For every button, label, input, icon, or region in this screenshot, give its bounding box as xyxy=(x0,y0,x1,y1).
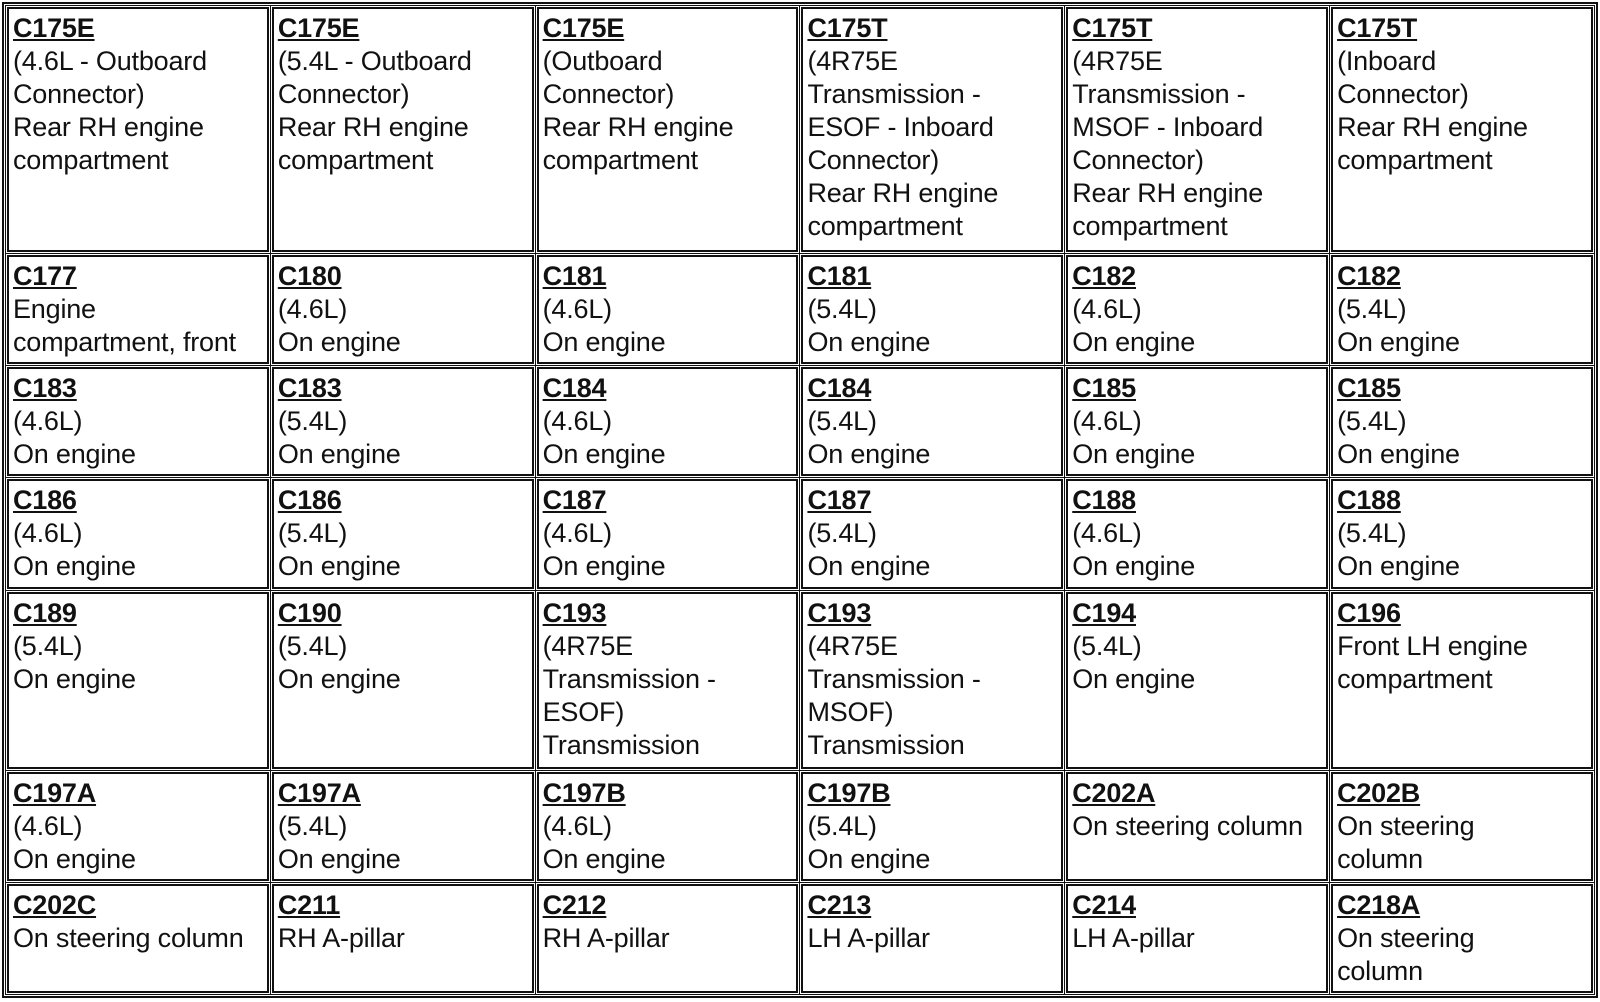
connector-location-text: On engine xyxy=(807,551,931,582)
connector-location-text: LH A-pillar xyxy=(1072,922,1195,953)
connector-id-link[interactable]: C194 xyxy=(1072,597,1136,628)
connector-location-text: Rear RH engine xyxy=(1072,178,1264,208)
connector-location-text: Rear RH engine xyxy=(807,178,999,208)
connector-cell xyxy=(1066,772,1328,881)
connector-cell xyxy=(1066,592,1328,769)
connector-location-text: Transmission - xyxy=(807,79,981,109)
connector-id-link[interactable]: C185 xyxy=(1072,373,1136,404)
connector-location-text: (5.4L) xyxy=(277,518,348,549)
connector-cell xyxy=(537,7,799,252)
connector-location-text: (5.4L) xyxy=(277,810,348,841)
connector-id-link[interactable]: C187 xyxy=(542,485,607,516)
connector-cell xyxy=(1066,367,1328,476)
connector-location-text: (5.4L) xyxy=(807,294,877,325)
connector-location-text: On steering xyxy=(1337,810,1475,841)
connector-cell xyxy=(1331,479,1593,588)
connector-location-text: (5.4L - Outboard xyxy=(277,46,472,76)
connector-location-text: Connector) xyxy=(807,145,940,175)
connector-location-text: Connector) xyxy=(13,79,145,109)
connector-id-link[interactable]: C202C xyxy=(13,889,97,920)
connector-cell xyxy=(537,255,799,364)
connector-id-link[interactable]: C212 xyxy=(542,889,607,920)
connector-location-text: (4.6L - Outboard xyxy=(13,46,207,76)
connector-location-text: compartment xyxy=(13,145,169,175)
connector-location-text: (4.6L) xyxy=(542,518,612,549)
connector-cell xyxy=(801,479,1063,588)
connector-cell xyxy=(1331,255,1593,364)
connector-cell xyxy=(1066,255,1328,364)
connector-id-link[interactable]: C175E xyxy=(277,13,360,43)
connector-location-text: Transmission - xyxy=(1072,79,1246,109)
connector-id-link[interactable]: C189 xyxy=(13,597,77,628)
connector-cell xyxy=(7,367,269,476)
connector-location-text: On engine xyxy=(277,843,401,874)
connector-location-text: Connector) xyxy=(1337,79,1469,109)
connector-location-text: Rear RH engine xyxy=(13,112,204,142)
connector-location-text: (4.6L) xyxy=(13,518,83,549)
connector-id-link[interactable]: C175T xyxy=(1072,13,1153,43)
connector-location-text: (Outboard xyxy=(542,46,663,76)
connector-location-text: (5.4L) xyxy=(1072,630,1142,661)
connector-location-table xyxy=(2,2,1598,998)
connector-cell xyxy=(537,772,799,881)
table-row xyxy=(7,479,1593,588)
table-row xyxy=(7,255,1593,364)
connector-location-text: On engine xyxy=(1337,439,1460,470)
connector-id-link[interactable]: C181 xyxy=(542,261,607,292)
connector-cell xyxy=(801,7,1063,252)
connector-location-text: (4.6L) xyxy=(1072,294,1142,325)
connector-cell xyxy=(272,367,534,476)
connector-location-text: (5.4L) xyxy=(1337,406,1407,437)
connector-location-text: On engine xyxy=(1337,551,1460,582)
connector-location-text: On engine xyxy=(13,439,136,470)
connector-id-link[interactable]: C180 xyxy=(277,261,342,292)
connector-location-text: MSOF - Inboard xyxy=(1072,112,1264,142)
connector-cell xyxy=(537,479,799,588)
connector-location-text: column xyxy=(1337,843,1423,874)
connector-location-text: Transmission xyxy=(542,729,700,760)
connector-id-link[interactable]: C218A xyxy=(1337,889,1421,920)
connector-id-link[interactable]: C202B xyxy=(1337,777,1421,808)
connector-location-text: On engine xyxy=(13,663,136,694)
table-row xyxy=(7,884,1593,993)
connector-cell xyxy=(7,7,269,252)
connector-location-text: Front LH engine xyxy=(1337,630,1528,661)
connector-location-text: On steering xyxy=(1337,922,1475,953)
connector-cell xyxy=(1066,7,1328,252)
connector-cell xyxy=(1331,367,1593,476)
connector-cell xyxy=(1331,884,1593,993)
connector-location-text: compartment xyxy=(1072,211,1228,241)
connector-location-text: (4R75E xyxy=(807,630,898,661)
connector-cell xyxy=(1066,479,1328,588)
connector-location-text: (4.6L) xyxy=(13,406,83,437)
connector-location-text: (4.6L) xyxy=(1072,406,1142,437)
connector-location-text: On engine xyxy=(542,551,666,582)
connector-location-text: Connector) xyxy=(277,79,410,109)
connector-location-text: Rear RH engine xyxy=(277,112,469,142)
connector-location-text: (5.4L) xyxy=(1337,518,1407,549)
connector-id-link[interactable]: C175T xyxy=(807,13,888,43)
connector-cell xyxy=(1331,7,1593,252)
connector-id-link[interactable]: C175T xyxy=(1337,13,1418,43)
connector-cell xyxy=(537,884,799,993)
connector-cell xyxy=(1331,592,1593,769)
connector-location-text: (4.6L) xyxy=(1072,518,1142,549)
connector-location-text: (5.4L) xyxy=(807,406,877,437)
connector-location-text: On engine xyxy=(277,439,401,470)
connector-cell xyxy=(7,884,269,993)
connector-id-link[interactable]: C196 xyxy=(1337,597,1401,628)
connector-cell xyxy=(801,255,1063,364)
connector-location-text: On engine xyxy=(13,843,136,874)
connector-id-link[interactable]: C197B xyxy=(807,777,891,808)
connector-cell xyxy=(801,772,1063,881)
connector-location-text: On engine xyxy=(542,439,666,470)
connector-location-text: On engine xyxy=(542,843,666,874)
connector-location-text: column xyxy=(1337,955,1423,986)
connector-location-text: On engine xyxy=(1072,327,1196,358)
connector-id-link[interactable]: C186 xyxy=(13,485,77,516)
connector-location-text: On engine xyxy=(13,551,136,582)
connector-location-text: (4.6L) xyxy=(542,406,612,437)
connector-location-text: (4.6L) xyxy=(277,294,348,325)
table-row xyxy=(7,592,1593,769)
connector-location-text: Connector) xyxy=(1072,145,1204,175)
connector-location-text: On engine xyxy=(1072,439,1196,470)
connector-location-text: On engine xyxy=(807,439,931,470)
connector-cell xyxy=(7,255,269,364)
connector-id-link[interactable]: C175E xyxy=(542,13,625,43)
connector-cell xyxy=(272,255,534,364)
connector-location-text: Rear RH engine xyxy=(1337,112,1528,142)
connector-location-text: (Inboard xyxy=(1337,46,1437,76)
connector-location-text: (5.4L) xyxy=(13,630,83,661)
connector-location-text: On engine xyxy=(1072,551,1196,582)
connector-location-text: Rear RH engine xyxy=(542,112,734,142)
connector-location-text: On engine xyxy=(1337,327,1460,358)
connector-id-link[interactable]: C190 xyxy=(277,597,342,628)
connector-id-link[interactable]: C182 xyxy=(1072,261,1136,292)
connector-id-link[interactable]: C193 xyxy=(807,597,872,628)
connector-location-text: On steering column xyxy=(13,922,244,953)
connector-location-text: On engine xyxy=(807,843,931,874)
connector-id-link[interactable]: C214 xyxy=(1072,889,1136,920)
connector-cell xyxy=(537,367,799,476)
connector-cell xyxy=(801,592,1063,769)
connector-location-text: Transmission - xyxy=(542,663,716,694)
connector-cell xyxy=(801,884,1063,993)
connector-location-text: Engine xyxy=(13,294,96,325)
connector-location-text: (4.6L) xyxy=(542,294,612,325)
connector-location-text: (4R75E xyxy=(542,630,633,661)
connector-location-text: compartment xyxy=(542,145,698,175)
connector-id-link[interactable]: C183 xyxy=(277,373,342,404)
connector-location-text: ESOF) xyxy=(542,696,625,727)
connector-cell xyxy=(7,592,269,769)
connector-location-text: On engine xyxy=(807,327,931,358)
connector-id-link[interactable]: C175E xyxy=(13,13,95,43)
connector-location-text: LH A-pillar xyxy=(807,922,930,953)
connector-cell xyxy=(537,592,799,769)
connector-location-text: RH A-pillar xyxy=(277,922,405,953)
connector-cell xyxy=(7,772,269,881)
connector-location-text: (4.6L) xyxy=(13,810,83,841)
connector-location-text: (5.4L) xyxy=(807,518,877,549)
connector-cell xyxy=(1331,772,1593,881)
connector-location-text: (5.4L) xyxy=(807,810,877,841)
connector-location-text: On engine xyxy=(277,327,401,358)
connector-location-text: (4.6L) xyxy=(542,810,612,841)
connector-id-link[interactable]: C186 xyxy=(277,485,342,516)
connector-id-link[interactable]: C197B xyxy=(542,777,626,808)
connector-id-link[interactable]: C181 xyxy=(807,261,872,292)
connector-location-text: compartment, front xyxy=(13,327,236,358)
connector-id-link[interactable]: C188 xyxy=(1337,485,1401,516)
connector-id-link[interactable]: C187 xyxy=(807,485,872,516)
connector-location-text: ESOF - Inboard xyxy=(807,112,994,142)
connector-location-text: On steering column xyxy=(1072,810,1303,841)
connector-id-link[interactable]: C213 xyxy=(807,889,872,920)
connector-location-text: compartment xyxy=(807,211,963,241)
connector-location-text: On engine xyxy=(1072,663,1196,694)
connector-location-text: Transmission xyxy=(807,729,965,760)
connector-id-link[interactable]: C202A xyxy=(1072,777,1156,808)
connector-id-link[interactable]: C197A xyxy=(13,777,97,808)
connector-id-link[interactable]: C185 xyxy=(1337,373,1401,404)
table-row xyxy=(7,7,1593,252)
connector-id-link[interactable]: C211 xyxy=(277,889,341,920)
connector-location-text: compartment xyxy=(1337,145,1493,175)
connector-location-text: compartment xyxy=(277,145,434,175)
connector-location-text: (5.4L) xyxy=(1337,294,1407,325)
connector-location-text: RH A-pillar xyxy=(542,922,670,953)
table-body xyxy=(7,7,1593,993)
connector-cell xyxy=(272,7,534,252)
connector-location-text: (4R75E xyxy=(1072,46,1163,76)
connector-location-text: On engine xyxy=(542,327,666,358)
connector-location-text: compartment xyxy=(1337,663,1493,694)
connector-id-link[interactable]: C182 xyxy=(1337,261,1401,292)
connector-location-text: On engine xyxy=(277,551,401,582)
connector-id-link[interactable]: C188 xyxy=(1072,485,1136,516)
table-row xyxy=(7,367,1593,476)
connector-cell xyxy=(272,479,534,588)
connector-location-text: (4R75E xyxy=(807,46,898,76)
connector-location-text: Transmission - xyxy=(807,663,981,694)
connector-id-link[interactable]: C184 xyxy=(542,373,607,404)
connector-cell xyxy=(272,592,534,769)
connector-location-text: Connector) xyxy=(542,79,675,109)
connector-cell xyxy=(801,367,1063,476)
connector-location-text: (5.4L) xyxy=(277,630,348,661)
connector-id-link[interactable]: C184 xyxy=(807,373,872,404)
connector-id-link[interactable]: C177 xyxy=(13,261,77,292)
connector-cell xyxy=(7,479,269,588)
connector-id-link[interactable]: C197A xyxy=(277,777,361,808)
connector-cell xyxy=(272,772,534,881)
connector-location-text: (5.4L) xyxy=(277,406,348,437)
table-row xyxy=(7,772,1593,881)
connector-cell xyxy=(1066,884,1328,993)
connector-id-link[interactable]: C183 xyxy=(13,373,77,404)
connector-cell xyxy=(272,884,534,993)
connector-location-text: MSOF) xyxy=(807,696,894,727)
connector-location-text: On engine xyxy=(277,663,401,694)
connector-id-link[interactable]: C193 xyxy=(542,597,607,628)
